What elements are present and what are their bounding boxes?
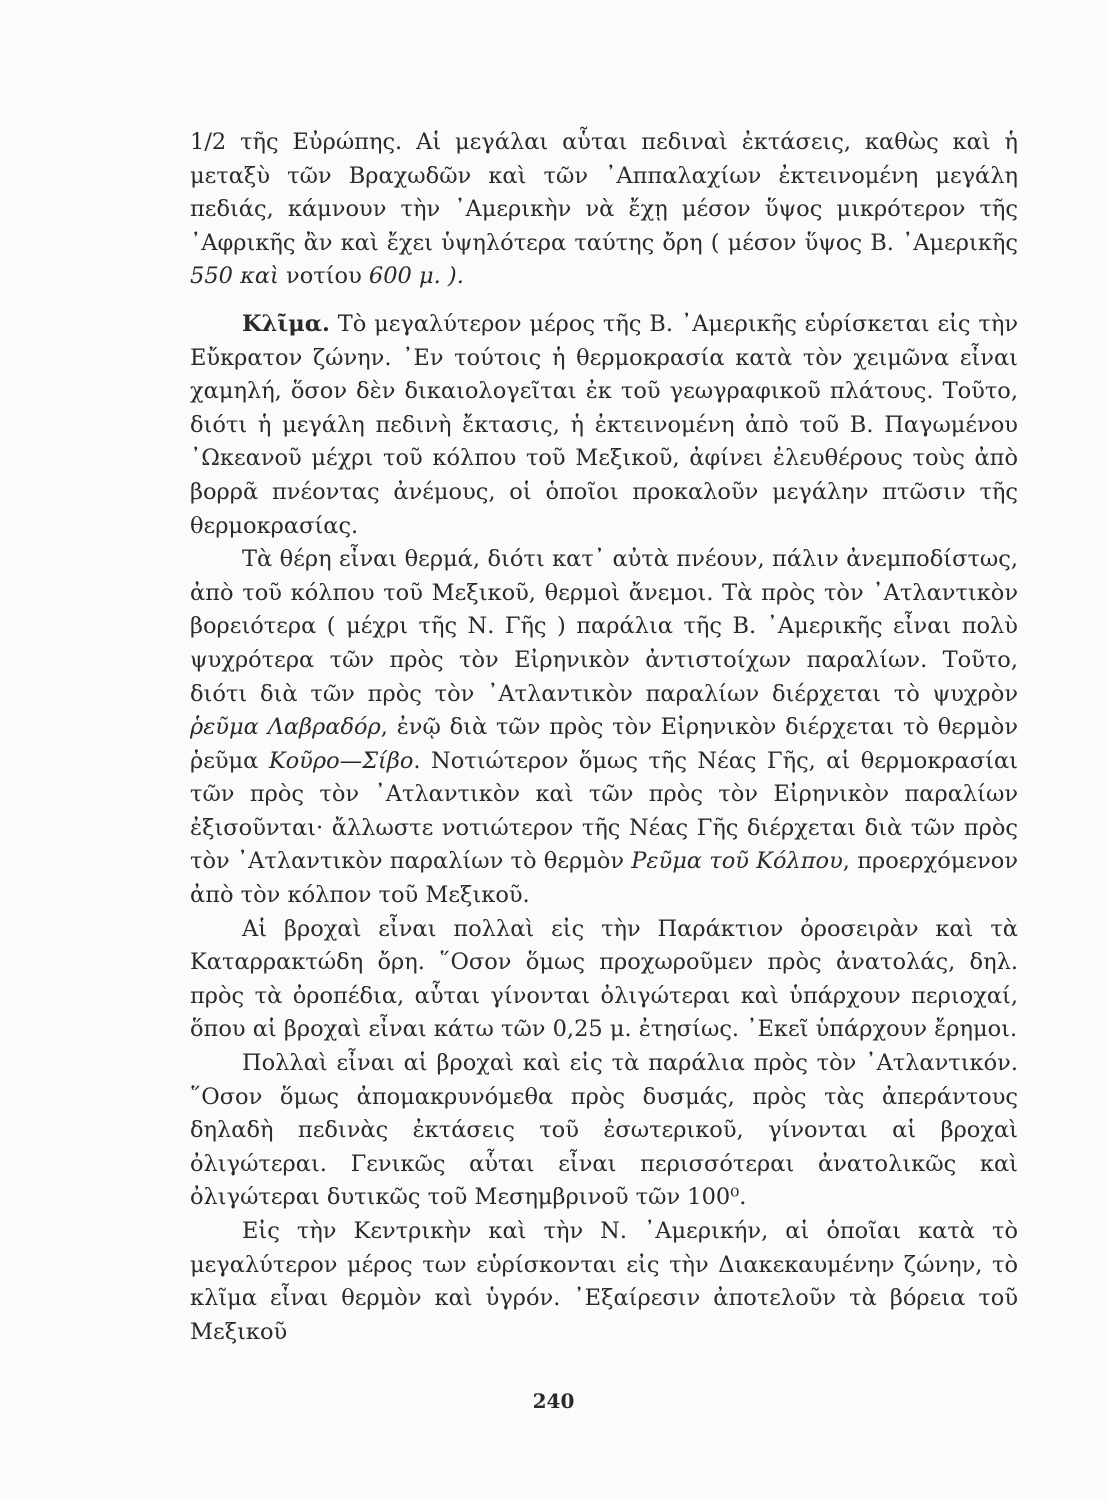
paragraph-5: Πολλαὶ εἶναι αἱ βροχαὶ καὶ εἰς τὰ παράλια πρὸς τὸν ᾿Ατλαντικόν. ῞Οσον ὅμως ἀπομακρυνόμεθα πρὸς δυσμάς, πρὸς τὰς ἀπεράντους δηλαδὴ πεδινὰς ἐκτάσεις τοῦ ἐσωτερικοῦ, γίνονται αἱ βροχαὶ ὀλιγώτεραι. Γενικῶς αὗται εἶναι περισσότεραι ἀνατολικῶς καὶ ὀλιγώτεραι δυτικῶς τοῦ Μεσημβρινοῦ τῶν 100⁰. [190,1050,1018,1211]
p1-altitude-north: 550 καὶ [190,263,279,290]
paragraph-2 [190,308,1018,543]
section-heading-klima: Κλῖμα. [242,310,330,337]
body-text [190,126,1018,1349]
p3-kuroshio-current: Κοῦρο—Σίβο [268,747,414,774]
p3-text-b: , ἐνῷ διὰ τῶν πρὸς τὸν Εἰρηνικὸν διέρχεται τὸ θερμὸν ῥεῦμα [190,714,1018,774]
p3-text-c: . Νοτιώτερον ὅμως τῆς Νέας Γῆς, αἱ θερμοκρασίαι τῶν πρὸς τὸν ᾿Ατλαντικὸν καὶ τῶν πρὸς τὸν Εἰρηνικὸν παραλίων ἐξισοῦνται· ἄλλωστε νοτιώτερον τῆς Νέας Γῆς διέρχεται διὰ τῶν πρὸς τὸν ᾿Ατλαντικὸν παραλίων τὸ θερμὸν [190,747,1018,875]
p1-text-a: 1/2 τῆς Εὐρώπης. Αἱ μεγάλαι αὗται πεδιναὶ ἐκτάσεις, καθὼς καὶ ἡ μεταξὺ τῶν Βραχωδῶν καὶ τῶν ᾿Αππαλαχίων ἐκτεινομένη μεγάλη πεδιάς, κάμνουν τὴν ᾿Αμερικὴν νὰ ἔχῃ μέσον ὕψος μικρότερον τῆς ᾿Αφρικῆς ἂν καὶ ἔχει ὑψηλότερα ταύτης ὄρη ( μέσον ὕψος Β. ᾿Αμερικῆς [190,129,1018,256]
paragraph-6: Εἰς τὴν Κεντρικὴν καὶ τὴν Ν. ᾿Αμερικήν, αἱ ὁποῖαι κατὰ τὸ μεγαλύτερον μέρος των εὑρίσκονται εἰς τὴν Διακεκαυμένην ζώνην, τὸ κλῖμα εἶναι θερμὸν καὶ ὑγρόν. ᾿Εξαίρεσιν ἀποτελοῦν τὰ βόρεια τοῦ Μεξικοῦ [190,1218,1018,1345]
p3-labrador-current: ῥεῦμα Λαβραδόρ [190,714,381,741]
paragraph-3 [190,543,1018,913]
p1-altitude-south: 600 μ. ). [368,263,464,290]
paragraph-1 [190,126,1018,294]
paragraph-4: Αἱ βροχαὶ εἶναι πολλαὶ εἰς τὴν Παράκτιον ὀροσειρὰν καὶ τὰ Καταρρακτώδη ὄρη. ῞Οσον ὅμως προχωροῦμεν πρὸς ἀνατολάς, δηλ. πρὸς τὰ ὀροπέδια, αὗται γίνονται ὀλιγώτεραι καὶ ὑπάρχουν περιοχαί, ὅπου αἱ βροχαὶ εἶναι κάτω τῶν 0,25 μ. ἐτησίως. ᾿Εκεῖ ὑπάρχουν ἔρημοι. [190,915,1018,1043]
p3-gulf-stream: Ρεῦμα τοῦ Κόλπου [631,848,843,875]
p3-text-d: , προερχόμενον ἀπὸ τὸν κόλπον τοῦ Μεξικοῦ. [190,848,1018,909]
page-number: 240 [532,1389,575,1413]
p2-text: Τὸ μεγαλύτερον μέρος τῆς Β. ᾿Αμερικῆς εὑρίσκεται εἰς τὴν Εὔκρατον ζώνην. ᾿Εν τούτοις ἡ θερμοκρασία κατὰ τὸν χειμῶνα εἶναι χαμηλή, ὅσον δὲν δικαιολογεῖται ἐκ τοῦ γεωγραφικοῦ πλάτους. Τοῦτο, διότι ἡ μεγάλη πεδινὴ ἔκτασις, ἡ ἐκτεινομένη ἀπὸ τοῦ Β. Παγωμένου ᾿Ωκεανοῦ μέχρι τοῦ κόλπου τοῦ Μεξικοῦ, ἀφίνει ἐλευθέρους τοὺς ἀπὸ βορρᾶ πνέοντας ἀνέμους, οἱ ὁποῖοι προκαλοῦν μεγάλην πτῶσιν τῆς θερμοκρασίας. [190,310,1018,539]
p1-text-b: νοτίου [278,263,369,290]
p3-text-a: Τὰ θέρη εἶναι θερμά, διότι κατ᾽ αὐτὰ πνέουν, πάλιν ἀνεμποδίστως, ἀπὸ τοῦ κόλπου τοῦ Μεξικοῦ, θερμοὶ ἄνεμοι. Τὰ πρὸς τὸν ᾿Ατλαντικὸν βορειότερα ( μέχρι τῆς Ν. Γῆς ) παράλια τῆς Β. ᾿Αμερικῆς εἶναι πολὺ ψυχρότερα τῶν πρὸς τὸν Εἰρηνικὸν ἀντιστοίχων παραλίων. Τοῦτο, διότι διὰ τῶν πρὸς τὸν ᾿Ατλαντικὸν παραλίων διέρχεται τὸ ψυχρὸν [190,546,1018,707]
